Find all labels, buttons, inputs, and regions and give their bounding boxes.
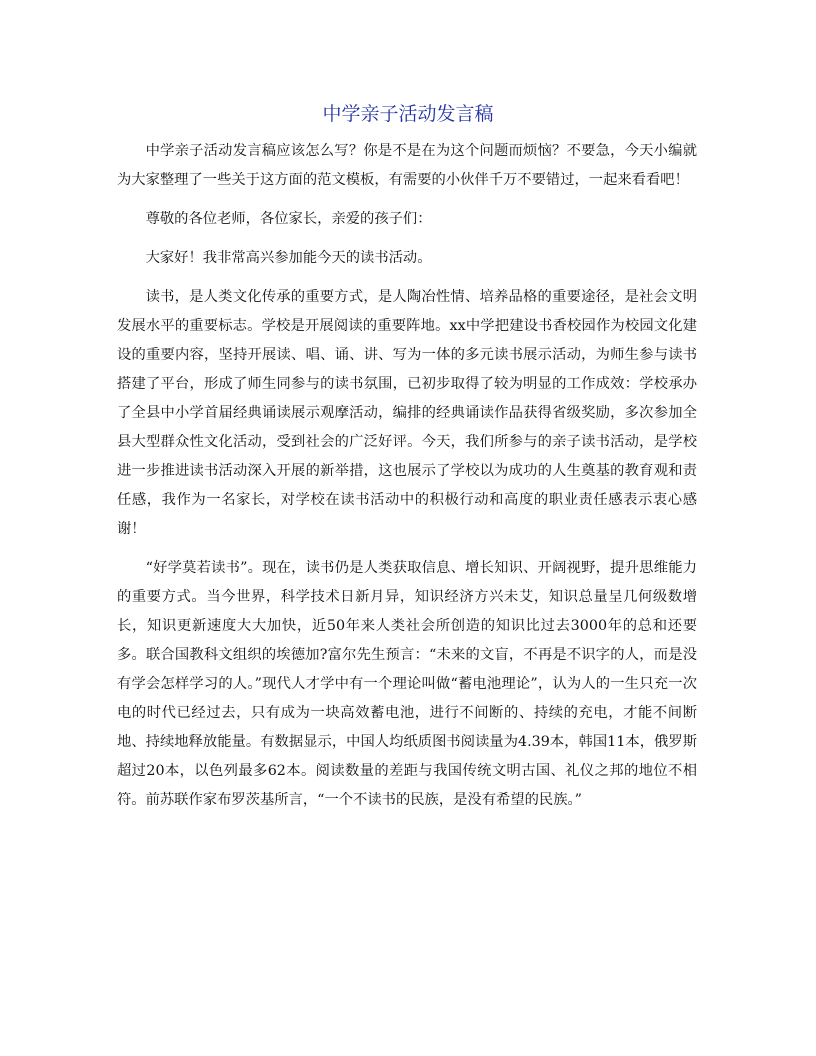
intro-paragraph: 中学亲子活动发言稿应该怎么写？你是不是在为这个问题而烦恼？不要急，今天小编就为大家整理了一些关于这方面的范文模板，有需要的小伙伴千万不要错过，一起来看看吧！ <box>117 143 697 188</box>
greeting-paragraph: 大家好！我非常高兴参加能今天的读书活动。 <box>145 250 432 266</box>
learning-quote-paragraph: “好学莫若读书”。现在，读书仍是人类获取信息、增长知识、开阔视野，提升思维能力的重要方式。当今世界，科学技术日新月异，知识经济方兴未艾，知识总量呈几何级数增长，知识更新速度大大加快，近50年来人类社会所创造的知识比过去3000年的总和还要多。联合国教科文组织的埃德加?富尔先生预言：“未来的文盲，不再是不识字的人，而是没有学会怎样学习的人。”现代人才学中有一个理论叫做“蓄电池理论”，认为人的一生只充一次电的时代已经过去，只有成为一块高效蓄电池，进行不间断的、持续的充电，才能不间断地、持续地释放能量。有数据显示，中国人均纸质图书阅读量为4.39本，韩国11本，俄罗斯超过20本，以色列最多62本。阅读数量的差距与我国传统文明古国、礼仪之邦的地位不相符。前苏联作家布罗茨基所言，“一个不读书的民族，是没有希望的民族。” <box>117 560 697 808</box>
reading-importance-paragraph: 读书，是人类文化传承的重要方式，是人陶冶性情、培养品格的重要途径，是社会文明发展水平的重要标志。学校是开展阅读的重要阵地。xx中学把建设书香校园作为校园文化建设的重要内容，坚持开展读、唱、诵、讲、写为一体的多元读书展示活动，为师生参与读书搭建了平台，形成了师生同参与的读书氛围，已初步取得了较为明显的工作成效：学校承办了全县中小学首届经典诵读展示观摩活动，编排的经典诵读作品获得省级奖励，多次参加全县大型群众性文化活动，受到社会的广泛好评。今天，我们所参与的亲子读书活动，是学校进一步推进读书活动深入开展的新举措，这也展示了学校以为成功的人生奠基的教育观和责任感，我作为一名家长，对学校在读书活动中的积极行动和高度的职业责任感表示衷心感谢！ <box>117 289 697 537</box>
document-body <box>117 137 697 825</box>
document-title: 中学亲子活动发言稿 <box>322 103 494 125</box>
salutation-paragraph: 尊敬的各位老师，各位家长，亲爱的孩子们： <box>145 211 432 227</box>
